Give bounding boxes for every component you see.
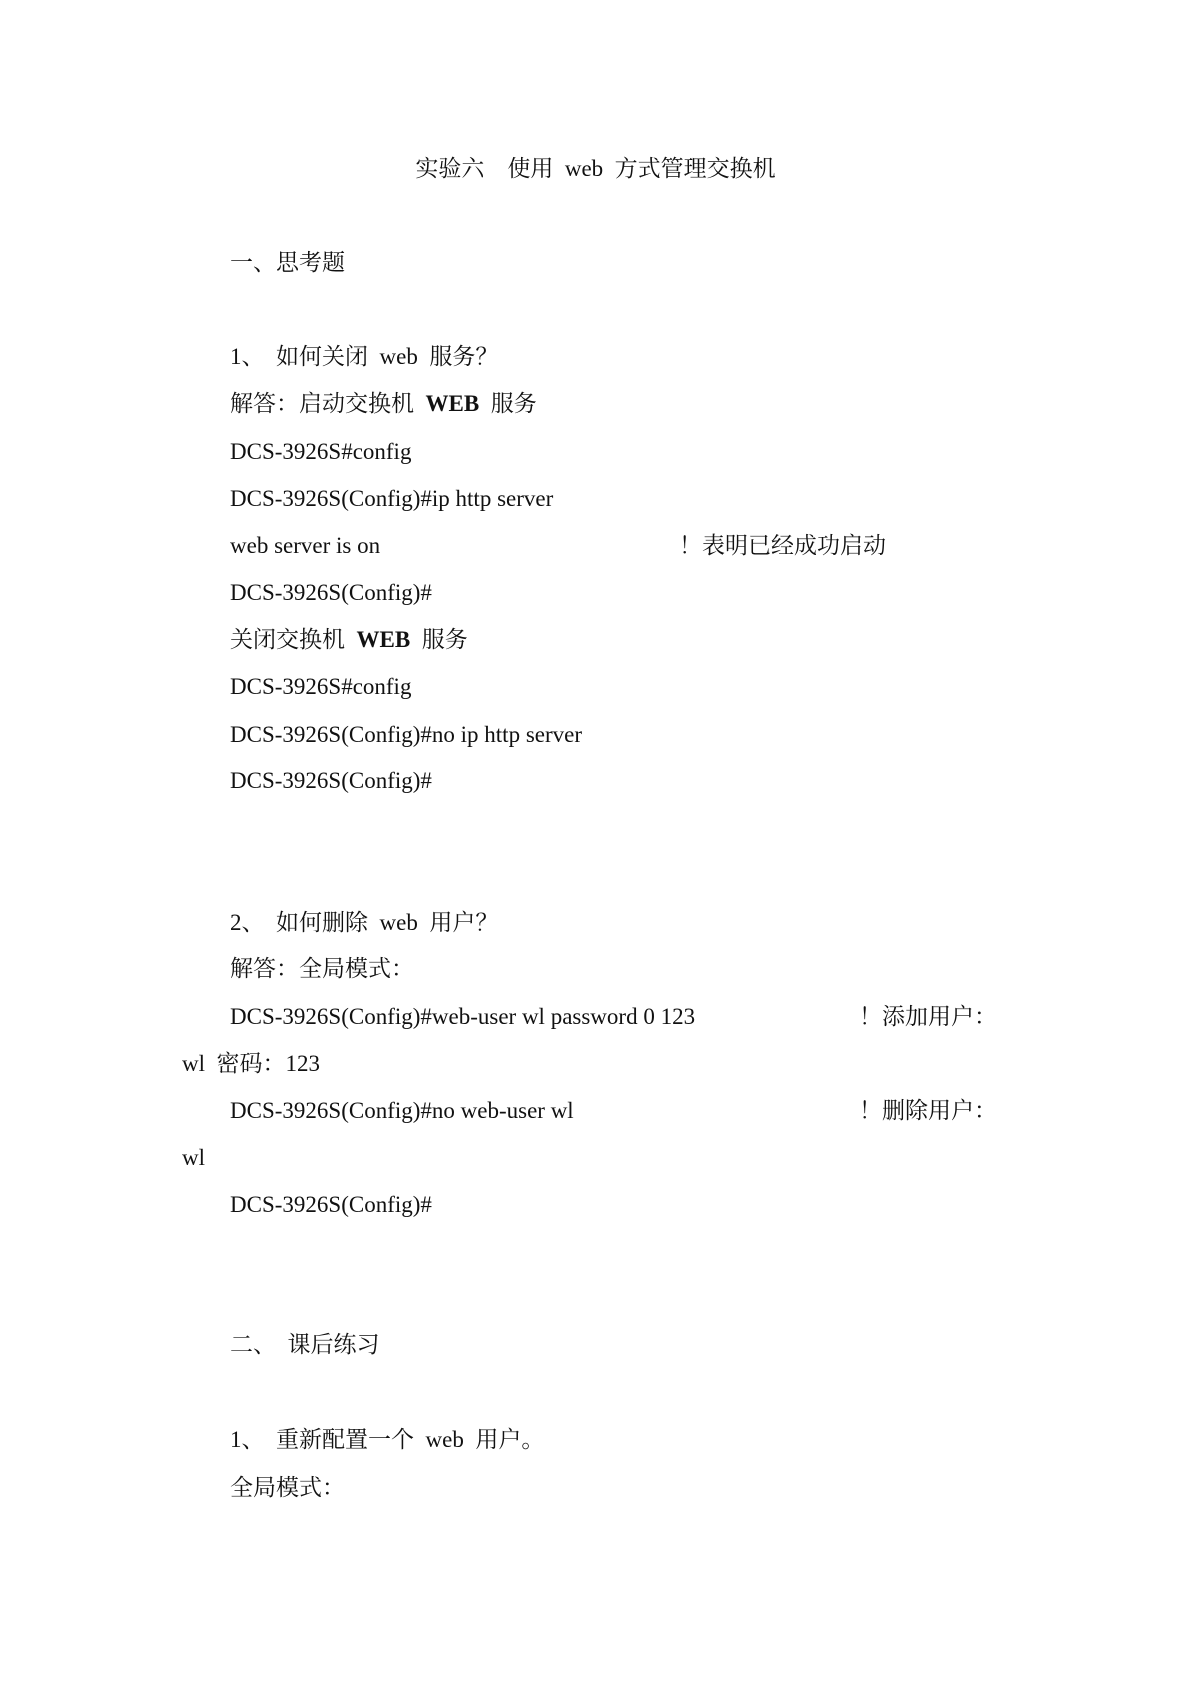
close-prefix: 关闭交换机: [230, 627, 357, 652]
answer-1-start-web: [230, 389, 537, 419]
page-title: 实验六 使用 web 方式管理交换机: [415, 156, 776, 181]
command-comment: ！添加用户：: [859, 1004, 997, 1029]
command-line: DCS-3926S(Config)#no ip http server: [230, 722, 583, 747]
command-line: DCS-3926S(Config)#: [230, 768, 432, 793]
section-1-heading: 一、思考题: [230, 250, 345, 275]
question-1: 1、 如何关闭 web 服务？: [230, 344, 499, 369]
answer-1-bold: WEB: [425, 391, 480, 416]
command-line: DCS-3926S(Config)#web-user wl password 0 123: [230, 1004, 696, 1029]
command-line: DCS-3926S#config: [230, 439, 412, 464]
command-line: DCS-3926S(Config)#: [230, 1192, 432, 1217]
close-web-heading: [230, 625, 468, 655]
command-comment: ！表明已经成功启动: [679, 533, 886, 558]
exercise-1: 1、 重新配置一个 web 用户。: [230, 1427, 545, 1452]
answer-1-suffix: 服务: [479, 391, 537, 416]
answer-1-prefix: 解答：启动交换机: [230, 391, 426, 416]
exercise-1-answer: 全局模式：: [230, 1475, 345, 1500]
command-line: DCS-3926S(Config)#: [230, 580, 432, 605]
command-line: DCS-3926S(Config)#ip http server: [230, 486, 554, 511]
answer-2: 解答：全局模式：: [230, 956, 414, 981]
question-2: 2、 如何删除 web 用户？: [230, 910, 499, 935]
close-bold: WEB: [356, 627, 411, 652]
close-suffix: 服务: [410, 627, 468, 652]
comment-wrap: wl 密码：123: [182, 1051, 320, 1076]
command-line: DCS-3926S#config: [230, 674, 412, 699]
command-line: DCS-3926S(Config)#no web-user wl: [230, 1098, 574, 1123]
command-comment: ！删除用户：: [859, 1098, 997, 1123]
section-2-heading: 二、 课后练习: [230, 1332, 380, 1357]
command-output: web server is on: [230, 533, 381, 558]
comment-wrap: wl: [182, 1145, 205, 1170]
